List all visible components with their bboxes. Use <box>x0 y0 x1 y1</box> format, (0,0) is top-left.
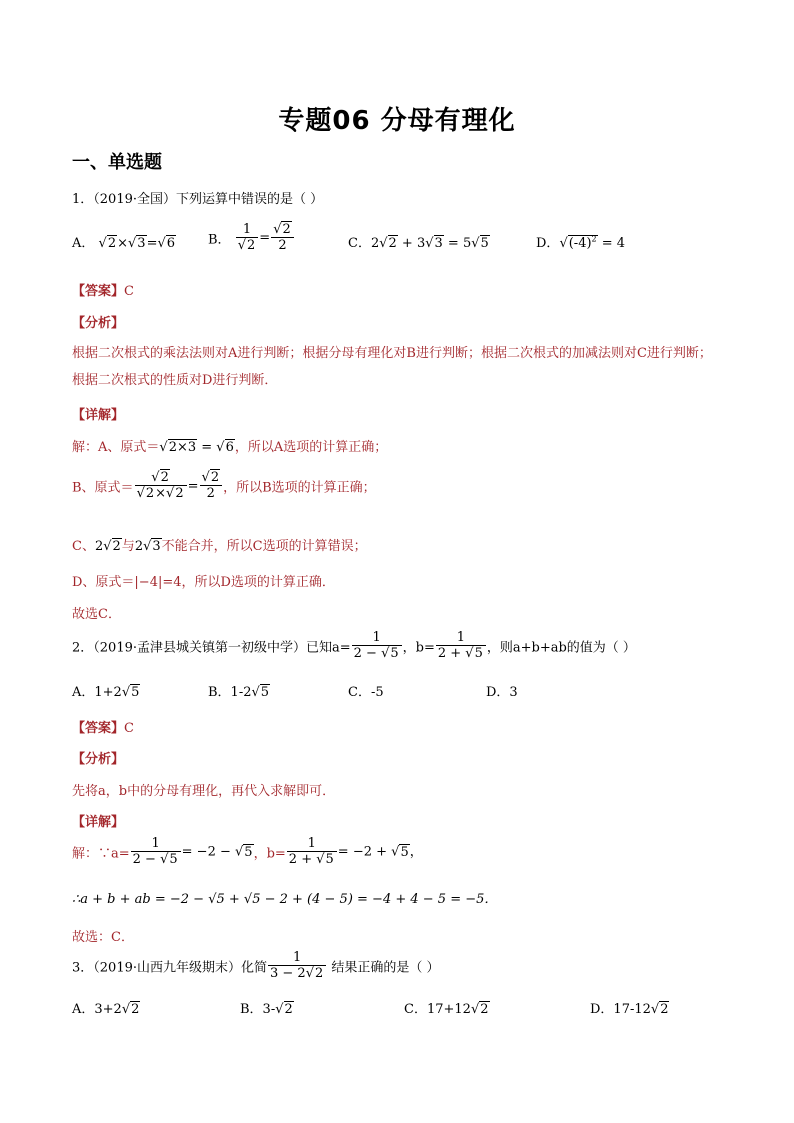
q2-answer: 【答案】C <box>72 721 134 736</box>
q2-option-c: C．-5 <box>348 685 384 700</box>
q2-option-d: D．3 <box>486 685 518 700</box>
q3-stem: 3．（2019·山西九年级期末）化简 $\frac{1}{3 - 2√2}$ 结果正确的是（ ） <box>72 950 440 981</box>
q1-option-a: A． √2×√3=√6 <box>72 236 176 251</box>
q3-option-d: D．17-12√2 <box>590 1002 669 1017</box>
section-heading: 一、单选题 <box>72 152 162 173</box>
q1-analysis: 根据二次根式的乘法法则对A进行判断；根据分母有理化对B进行判断；根据二次根式的加减法则对C进行判断；根据二次根式的性质对D进行判断． <box>72 346 712 388</box>
q1-detail-a: 解：A、原式＝√2×3 = √6，所以A选项的计算正确； <box>72 440 388 455</box>
q3-option-a: A．3+2√2 <box>72 1002 140 1017</box>
q3-option-c: C．17+12√2 <box>404 1002 489 1017</box>
q1-answer: 【答案】C <box>72 284 134 299</box>
q1-analysis-tag: 【分析】 <box>72 316 125 331</box>
q1-conclusion: 故选C． <box>72 607 121 622</box>
q2-stem: 2．（2019·孟津县城关镇第一初级中学）已知a= $\frac{1}{2 - √5}$ ，b= $\frac{1}{2 + √5}$ ，则a+b+ab的值为（ ） <box>72 630 636 661</box>
q2-option-a: A．1+2√5 <box>72 685 140 700</box>
page-title: 专题06 分母有理化 <box>278 106 516 136</box>
q2-conclusion: 故选：C． <box>72 930 134 945</box>
q1-detail-c: C、2√2与2√3不能合并，所以C选项的计算错误； <box>72 539 367 554</box>
q3-option-b: B．3-√2 <box>240 1002 293 1017</box>
q1-option-c: C．2√2 + 3√3 = 5√5 <box>348 236 489 251</box>
q2-detail-tag: 【详解】 <box>72 815 125 830</box>
q2-option-b: B．1-2√5 <box>208 685 270 700</box>
q2-analysis-tag: 【分析】 <box>72 752 125 767</box>
q2-analysis: 先将a，b中的分母有理化，再代入求解即可． <box>72 784 336 799</box>
q2-detail-a: 解：∵a= $\frac{1}{2 - √5}$ = −2 − √5，b= $\frac{1}{2 + √5}$ = −2 + √5， <box>72 836 423 867</box>
q1-detail-b: B、原式＝ $\frac{√2}{√2\times√2}$ = $\frac{√2}{2}$ ，所以B选项的计算正确； <box>72 470 376 501</box>
q1-detail-d: D、原式＝|−4|=4，所以D选项的计算正确． <box>72 575 335 590</box>
q1-option-b: B． $\frac{1}{√2}$ = $\frac{√2}{2}$ <box>208 222 295 254</box>
q1-detail-tag: 【详解】 <box>72 408 125 423</box>
q1-stem: 1．（2019·全国）下列运算中错误的是（ ） <box>72 192 324 207</box>
q1-option-d: D．$√(-4)^2 = 4$ <box>536 234 626 251</box>
q2-detail-b: ∴a + b + ab = −2 − √5 + √5 − 2 + (4 − 5) = −4 + 4 − 5 = −5． <box>72 892 498 907</box>
